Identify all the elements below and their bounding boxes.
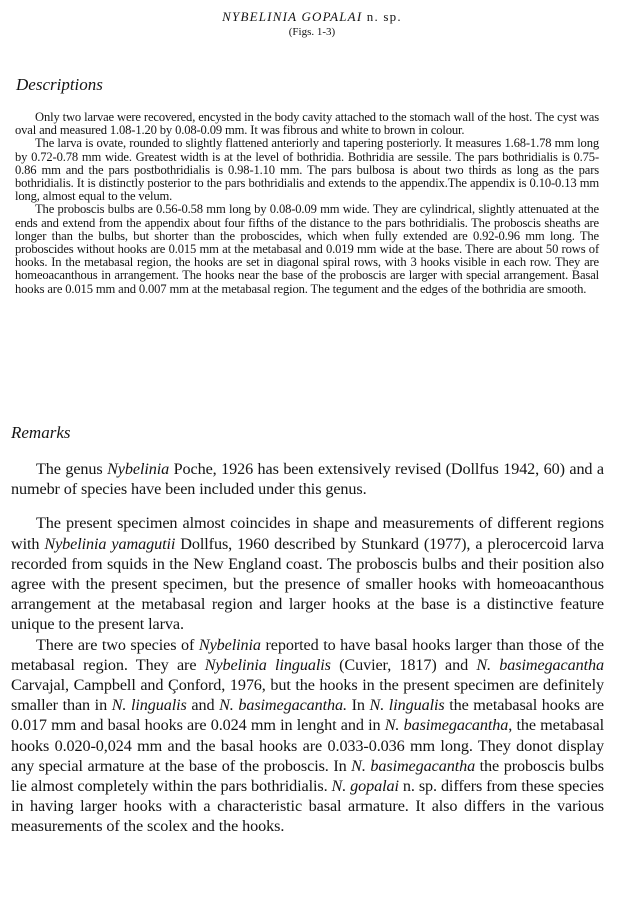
- species-title: [0, 9, 624, 25]
- paragraph-text: Dollfus, 1960 described by Stunkard (1977), a plerocercoid larva recorded from squids in the New England coast. The proboscis bulbs and their position also agree with the present specimen, but the presence of smaller hooks with homeoacanthous arrangement at the metabasal region and larger hooks at the base is a distinctive feature unique to the present larva.: [11, 534, 604, 634]
- paragraph-text: In: [346, 696, 370, 715]
- species-title-suffix: n. sp.: [362, 9, 402, 24]
- species-title-name: NYBELINIA GOPALAI: [222, 9, 363, 24]
- italic-taxon-text: N. basimegacantha.: [219, 696, 347, 715]
- paragraph-text: the proboscis bulbs lie almost completely within the pars bothridialis.: [11, 756, 604, 796]
- paragraph-text: the metabasal hooks are 0.017 mm and basal hooks are 0.024 mm in lenght and in: [11, 696, 605, 735]
- descriptions-heading: Descriptions: [16, 75, 103, 94]
- paragraph-text: (Cuvier, 1817) and: [330, 655, 477, 674]
- italic-taxon-text: Nybelinia yamagutii: [44, 534, 176, 553]
- paragraph-text: n. sp. differs from these species in having larger hooks with a characteristic basal armature. It also differs in the various measurements of the scolex and the hooks.: [11, 777, 605, 836]
- remarks-paragraph: [11, 635, 604, 837]
- remarks-paragraph: [11, 513, 604, 634]
- paragraph-text: The genus: [36, 460, 108, 478]
- description-paragraph: [15, 203, 599, 295]
- figures-reference: (Figs. 1-3): [288, 26, 336, 38]
- italic-taxon-text: Nybelinia lingualis: [204, 655, 331, 674]
- description-paragraph: [15, 111, 599, 137]
- title-block: [0, 9, 624, 39]
- italic-taxon-text: N. lingualis: [369, 696, 445, 715]
- paragraph-text: Only two larvae were recovered, encysted in the body cavity attached to the stomach wall of the host. The cyst was oval and measured 1.08-1.20 by 0.08-0.09 mm. It was fibrous and white to brown in colour.: [15, 110, 599, 138]
- paragraph-text: There are two species of: [36, 635, 199, 654]
- paragraph-text: The proboscis bulbs are 0.56-0.58 mm long by 0.08-0.09 mm wide. They are cylindrical, slightly attenuated at the ends and extend from the appendix about four fifths of the distance to the pars bothridialis. The proboscis sheaths are longer than the bulbs, but shorter than the proboscides, which when fully extended are 0.92-0.96 mm long. The proboscides without hooks are 0.015 mm at the metabasal and 0.019 mm wide at the base. There are about 50 rows of hooks. In the metabasal region, the hooks are set in diagonal spiral rows, with 3 hooks visible in each row. They are homeoacanthous in arrangement. The hooks near the base of the proboscis are larger with special arrangement. Basal hooks are 0.015 mm and 0.007 mm at the metabasal region. The tegument and the edges of the bothridia are smooth.: [15, 202, 599, 296]
- paragraph-text: and: [186, 696, 220, 715]
- paragraph-text: The present specimen almost coincides in shape and measurements of different regions with: [11, 514, 604, 553]
- paragraph-text: , the metabasal hooks 0.020-0,024 mm and the basal hooks are 0.033-0.036 mm long. They donot display any special armature at the base of the proboscis. In: [11, 716, 604, 775]
- italic-taxon-text: N. basimegacantha: [351, 756, 476, 775]
- italic-taxon-text: Nybelinia: [107, 460, 170, 478]
- paragraph-text: Poche, 1926 has been extensively revised (Dollfus 1942, 60) and a numebr of species have been included under this genus.: [11, 460, 604, 499]
- italic-taxon-text: N. lingualis: [111, 696, 187, 715]
- italic-taxon-text: Nybelinia: [198, 635, 261, 654]
- italic-taxon-text: N. basimegacantha: [384, 716, 509, 735]
- italic-taxon-text: N. basimegacantha: [476, 655, 604, 674]
- paragraph-text: Carvajal, Campbell and Çonford, 1976, but the hooks in the present specimen are definitely smaller than in: [11, 676, 604, 715]
- descriptions-section: [15, 111, 599, 296]
- remarks-paragraph: [11, 459, 604, 499]
- remarks-heading: Remarks: [11, 423, 71, 442]
- description-paragraph: [15, 137, 599, 203]
- italic-taxon-text: N. gopalai: [331, 777, 399, 796]
- paragraph-text: The larva is ovate, rounded to slightly flattened anteriorly and tapering posteriorly. It measures 1.68-1.78 mm long by 0.72-0.78 mm wide. Greatest width is at the level of bothridia. Bothridia are sessile. The pars bothridialis is 0.75-0.86 mm and the pars postbothridialis is 0.98-1.10 mm. The pars bulbosa is about two thirds as long as the pars bothridialis. It is distinctly posterior to the pars bothridialis and extends to the appendix.The appendix is 0.10-0.13 mm long, almost equal to the velum.: [15, 136, 599, 204]
- paragraph-text: reported to have basal hooks larger than those of the metabasal region. They are: [11, 635, 604, 674]
- remarks-section: [11, 459, 604, 837]
